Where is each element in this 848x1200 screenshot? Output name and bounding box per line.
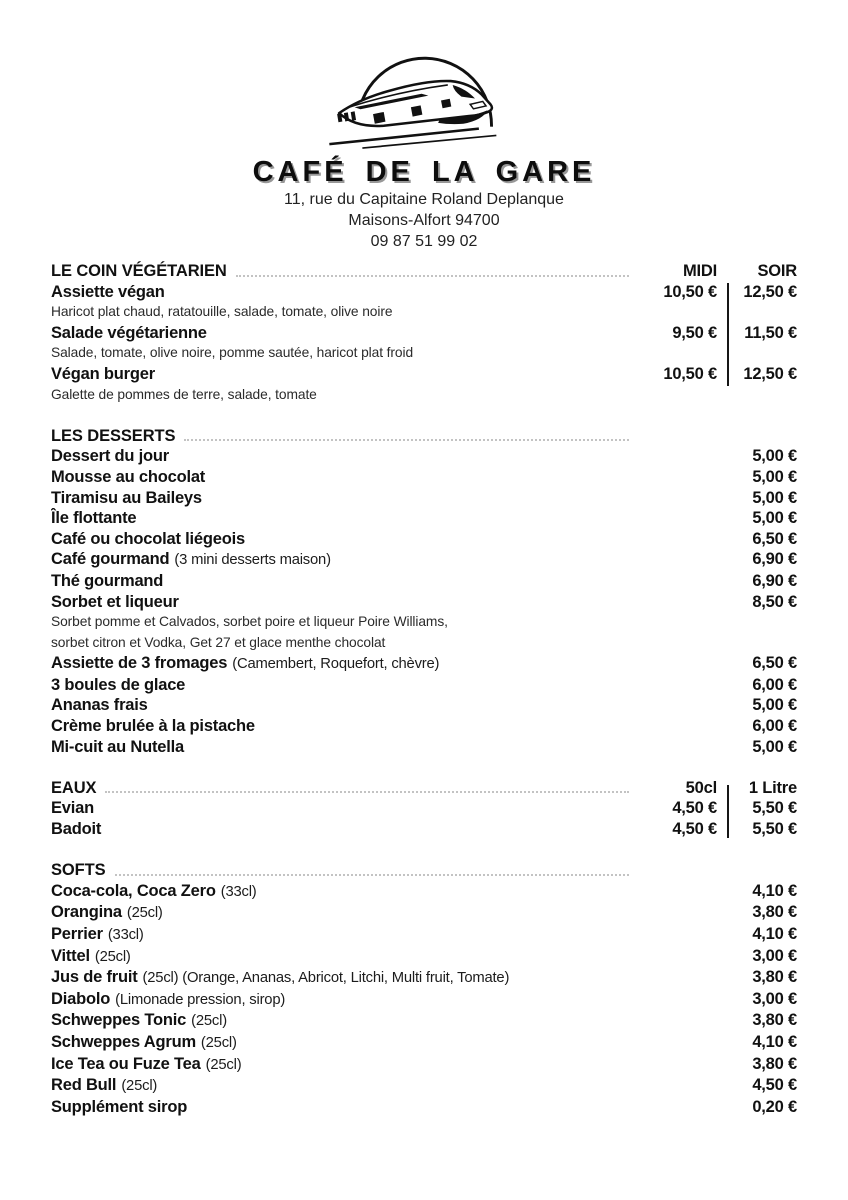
item-name: Diabolo bbox=[51, 989, 111, 1008]
item-note: (25cl) bbox=[121, 1078, 158, 1095]
item-price-col1 bbox=[631, 989, 717, 1011]
menu-item-row bbox=[51, 1097, 797, 1118]
item-description: Haricot plat chaud, ratatouille, salade, tomate, olive noire bbox=[51, 304, 393, 320]
item-name: Red Bull bbox=[51, 1076, 117, 1095]
item-price-col2: 4,50 € bbox=[752, 1076, 797, 1095]
item-price-col1: 9,50 € bbox=[672, 323, 717, 342]
menu-item-row bbox=[51, 592, 797, 613]
price-column-2-label bbox=[717, 860, 797, 881]
item-price-col2: 6,00 € bbox=[752, 717, 797, 736]
item-price-col1 bbox=[631, 695, 717, 716]
menu-item-row bbox=[51, 488, 797, 509]
item-name-cell bbox=[51, 508, 631, 529]
item-name-cell bbox=[51, 364, 631, 385]
section-header-row bbox=[51, 261, 797, 282]
item-name-cell bbox=[51, 592, 631, 613]
item-note: (25cl) bbox=[94, 948, 131, 965]
item-price-col2: 5,00 € bbox=[752, 488, 797, 507]
item-price-col2: 6,00 € bbox=[752, 675, 797, 694]
item-note: (25cl) bbox=[200, 1034, 237, 1051]
item-name-cell bbox=[51, 967, 631, 989]
item-name-cell bbox=[51, 488, 631, 509]
item-name: Dessert du jour bbox=[51, 447, 170, 466]
price-column-1-label: MIDI bbox=[682, 262, 717, 280]
item-name-cell bbox=[51, 1075, 631, 1097]
menu-section-2 bbox=[51, 778, 797, 840]
menu-item-row bbox=[51, 508, 797, 529]
item-note: (25cl) bbox=[191, 1013, 227, 1030]
section-title-cell bbox=[51, 261, 631, 282]
item-name-cell bbox=[51, 737, 631, 758]
item-price-col1 bbox=[631, 924, 717, 946]
dotted-leader bbox=[105, 791, 629, 793]
item-name: Jus de fruit bbox=[51, 968, 138, 987]
item-price-col2: 5,00 € bbox=[752, 467, 797, 486]
item-price-col2: 6,90 € bbox=[752, 550, 797, 569]
item-name: Assiette de 3 fromages bbox=[51, 654, 228, 673]
menu-section-3 bbox=[51, 860, 797, 1117]
item-note: (Limonade pression, sirop) bbox=[115, 991, 286, 1008]
item-note: (25cl) bbox=[126, 905, 163, 922]
menu-item-row bbox=[51, 819, 797, 840]
section-title: LES DESSERTS bbox=[51, 426, 176, 445]
item-name: Végan burger bbox=[51, 364, 155, 383]
menu-item-row bbox=[51, 737, 797, 758]
item-name-cell bbox=[51, 1097, 631, 1118]
item-name-cell bbox=[51, 1054, 631, 1076]
item-price-col1 bbox=[631, 881, 717, 903]
item-price-col1 bbox=[631, 467, 717, 488]
item-name: Café ou chocolat liégeois bbox=[51, 529, 245, 548]
item-price-col1 bbox=[631, 488, 717, 509]
menu-item-row bbox=[51, 1032, 797, 1054]
menu-item-row bbox=[51, 902, 797, 924]
section-title: LE COIN VÉGÉTARIEN bbox=[51, 262, 227, 280]
price-column-divider bbox=[727, 785, 729, 838]
menu-item-row bbox=[51, 1054, 797, 1076]
menu-sections bbox=[51, 261, 797, 1138]
item-name: Île flottante bbox=[51, 509, 137, 528]
item-price-col2: 3,80 € bbox=[752, 1054, 797, 1073]
menu-item-row bbox=[51, 323, 797, 344]
menu-item-row bbox=[51, 549, 797, 571]
price-column-2-label: SOIR bbox=[757, 262, 797, 280]
section-rows bbox=[51, 881, 797, 1118]
item-name-cell bbox=[51, 1010, 631, 1032]
section-title: SOFTS bbox=[51, 861, 106, 880]
item-note: (33cl) bbox=[107, 927, 144, 943]
menu-item-row bbox=[51, 798, 797, 819]
item-name: Tiramisu au Baileys bbox=[51, 488, 202, 507]
item-name-cell bbox=[51, 446, 631, 467]
phone-number: 09 87 51 99 02 bbox=[370, 233, 478, 250]
address-line-1: 11, rue du Capitaine Roland Deplanque bbox=[284, 191, 564, 208]
section-header-row bbox=[51, 860, 797, 881]
item-name: Supplément sirop bbox=[51, 1097, 188, 1116]
item-price-col2: 6,50 € bbox=[752, 654, 797, 673]
item-price-col2: 3,80 € bbox=[752, 903, 797, 922]
item-price-col1: 10,50 € bbox=[663, 282, 717, 301]
item-name: Ananas frais bbox=[51, 696, 148, 715]
item-price-col1 bbox=[631, 529, 717, 550]
item-price-col1 bbox=[631, 1097, 717, 1118]
price-column-divider bbox=[727, 283, 729, 386]
dotted-leader bbox=[236, 275, 629, 277]
item-note: (33cl) bbox=[220, 883, 257, 900]
item-price-col2: 5,00 € bbox=[752, 509, 797, 528]
item-name-cell bbox=[51, 902, 631, 924]
item-name: Ice Tea ou Fuze Tea bbox=[51, 1054, 201, 1073]
item-name-cell bbox=[51, 881, 631, 903]
menu-item-row bbox=[51, 1075, 797, 1097]
item-price-col1 bbox=[631, 967, 717, 989]
item-name: Coca-cola, Coca Zero bbox=[51, 881, 216, 900]
item-name: 3 boules de glace bbox=[51, 675, 186, 694]
item-price-col2: 11,50 € bbox=[744, 323, 797, 342]
item-price-col1: 10,50 € bbox=[663, 364, 717, 383]
item-price-col2: 5,00 € bbox=[752, 737, 797, 756]
item-name: Perrier bbox=[51, 925, 103, 943]
item-price-col2: 5,50 € bbox=[752, 799, 797, 818]
item-name: Orangina bbox=[51, 903, 122, 922]
item-description: Galette de pommes de terre, salade, tomate bbox=[51, 386, 317, 402]
item-price-col2: 5,00 € bbox=[752, 696, 797, 715]
menu-item-row bbox=[51, 1010, 797, 1032]
header bbox=[0, 0, 848, 252]
item-price-col1 bbox=[631, 902, 717, 924]
price-column-2-label: 1 Litre bbox=[748, 778, 797, 797]
item-name: Thé gourmand bbox=[51, 571, 164, 590]
section-title-cell bbox=[51, 860, 631, 881]
item-price-col2: 6,50 € bbox=[752, 529, 797, 548]
section-header-row bbox=[51, 778, 797, 799]
item-price-col1 bbox=[631, 1032, 717, 1054]
menu-section-0 bbox=[51, 261, 797, 405]
item-name-cell bbox=[51, 695, 631, 716]
item-price-col1 bbox=[631, 1075, 717, 1097]
item-name: Schweppes Tonic bbox=[51, 1011, 187, 1030]
dotted-leader bbox=[184, 439, 629, 441]
item-price-col1 bbox=[631, 675, 717, 696]
item-name-cell bbox=[51, 1032, 631, 1054]
menu-item-row bbox=[51, 571, 797, 592]
item-name-cell bbox=[51, 819, 631, 840]
item-price-col1 bbox=[631, 716, 717, 737]
item-price-col1: 4,50 € bbox=[672, 799, 717, 818]
menu-item-row bbox=[51, 967, 797, 989]
item-name-cell bbox=[51, 323, 631, 344]
item-name-cell bbox=[51, 716, 631, 737]
item-price-col2: 4,10 € bbox=[752, 1032, 797, 1051]
item-description: Sorbet pomme et Calvados, sorbet poire et liqueur Poire Williams, bbox=[51, 614, 448, 630]
item-name-cell bbox=[51, 989, 631, 1011]
item-price-col1 bbox=[631, 508, 717, 529]
item-name: Badoit bbox=[51, 820, 102, 839]
item-name-cell bbox=[51, 675, 631, 696]
item-name: Schweppes Agrum bbox=[51, 1032, 196, 1051]
section-title-cell bbox=[51, 778, 631, 799]
item-note: (Camembert, Roquefort, chèvre) bbox=[232, 656, 440, 673]
menu-item-row bbox=[51, 282, 797, 303]
item-price-col1 bbox=[631, 737, 717, 758]
item-price-col1 bbox=[631, 946, 717, 968]
item-name-cell bbox=[51, 798, 631, 819]
item-name: Assiette végan bbox=[51, 282, 165, 301]
item-name-cell bbox=[51, 653, 631, 675]
item-price-col2: 12,50 € bbox=[743, 364, 797, 383]
item-name-cell bbox=[51, 529, 631, 550]
item-name: Café gourmand bbox=[51, 550, 170, 569]
menu-item-row bbox=[51, 716, 797, 737]
dotted-leader bbox=[115, 874, 629, 876]
item-name: Mi-cuit au Nutella bbox=[51, 737, 184, 756]
item-description: sorbet citron et Vodka, Get 27 et glace menthe chocolat bbox=[51, 634, 386, 650]
item-price-col1 bbox=[631, 592, 717, 613]
price-column-1-label: 50cl bbox=[685, 778, 717, 797]
item-note: (25cl) (Orange, Ananas, Abricot, Litchi, Multi fruit, Tomate) bbox=[142, 970, 510, 987]
item-price-col1 bbox=[631, 549, 717, 571]
item-price-col2: 6,90 € bbox=[752, 571, 797, 590]
item-price-col2: 5,50 € bbox=[752, 820, 797, 839]
menu-item-row bbox=[51, 529, 797, 550]
menu-item-row bbox=[51, 653, 797, 675]
item-price-col1: 4,50 € bbox=[672, 820, 717, 839]
item-price-col2: 5,00 € bbox=[752, 447, 797, 466]
item-price-col1 bbox=[631, 653, 717, 675]
item-note: (25cl) bbox=[205, 1056, 242, 1073]
section-title: EAUX bbox=[51, 778, 97, 797]
menu-item-row bbox=[51, 695, 797, 716]
section-header-row bbox=[51, 426, 797, 447]
section-title-cell bbox=[51, 426, 631, 447]
address-line-2: Maisons-Alfort 94700 bbox=[348, 212, 500, 229]
price-column-1-label bbox=[631, 426, 717, 447]
item-price-col1 bbox=[631, 446, 717, 467]
item-name-cell bbox=[51, 282, 631, 303]
menu-section-1 bbox=[51, 426, 797, 758]
item-price-col2: 3,00 € bbox=[752, 989, 797, 1008]
menu-item-row bbox=[51, 924, 797, 946]
item-price-col2: 4,10 € bbox=[752, 881, 797, 900]
menu-item-row bbox=[51, 946, 797, 968]
item-name-cell bbox=[51, 549, 631, 571]
train-logo-icon bbox=[327, 50, 522, 150]
menu-item-row bbox=[51, 446, 797, 467]
item-price-col1 bbox=[631, 1054, 717, 1076]
item-price-col1 bbox=[631, 1010, 717, 1032]
item-name: Sorbet et liqueur bbox=[51, 592, 179, 611]
item-name: Mousse au chocolat bbox=[51, 467, 206, 486]
item-name-cell bbox=[51, 924, 631, 946]
price-column-1-label bbox=[631, 860, 717, 881]
restaurant-title: CAFÉ DE LA GARE bbox=[252, 156, 596, 188]
item-name: Crème brulée à la pistache bbox=[51, 717, 255, 736]
item-price-col2: 3,00 € bbox=[752, 946, 797, 965]
section-rows bbox=[51, 282, 797, 406]
section-rows bbox=[51, 446, 797, 757]
item-price-col2: 0,20 € bbox=[752, 1097, 797, 1116]
menu-item-row bbox=[51, 881, 797, 903]
item-name-cell bbox=[51, 946, 631, 968]
item-name: Evian bbox=[51, 799, 95, 818]
item-price-col2: 4,10 € bbox=[752, 925, 797, 943]
price-column-2-label bbox=[717, 426, 797, 447]
menu-item-row bbox=[51, 989, 797, 1011]
item-price-col2: 3,80 € bbox=[752, 968, 797, 987]
item-name-cell bbox=[51, 467, 631, 488]
menu-item-row bbox=[51, 364, 797, 385]
item-price-col2: 3,80 € bbox=[752, 1011, 797, 1030]
menu-item-row bbox=[51, 467, 797, 488]
item-price-col2: 12,50 € bbox=[743, 282, 797, 301]
menu-item-row bbox=[51, 675, 797, 696]
section-rows bbox=[51, 798, 797, 839]
item-name-cell bbox=[51, 571, 631, 592]
item-name: Vittel bbox=[51, 946, 90, 965]
item-price-col2: 8,50 € bbox=[752, 592, 797, 611]
item-name: Salade végétarienne bbox=[51, 323, 207, 342]
item-note: (3 mini desserts maison) bbox=[174, 552, 331, 569]
item-description: Salade, tomate, olive noire, pomme sautée, haricot plat froid bbox=[51, 345, 414, 361]
item-price-col1 bbox=[631, 571, 717, 592]
